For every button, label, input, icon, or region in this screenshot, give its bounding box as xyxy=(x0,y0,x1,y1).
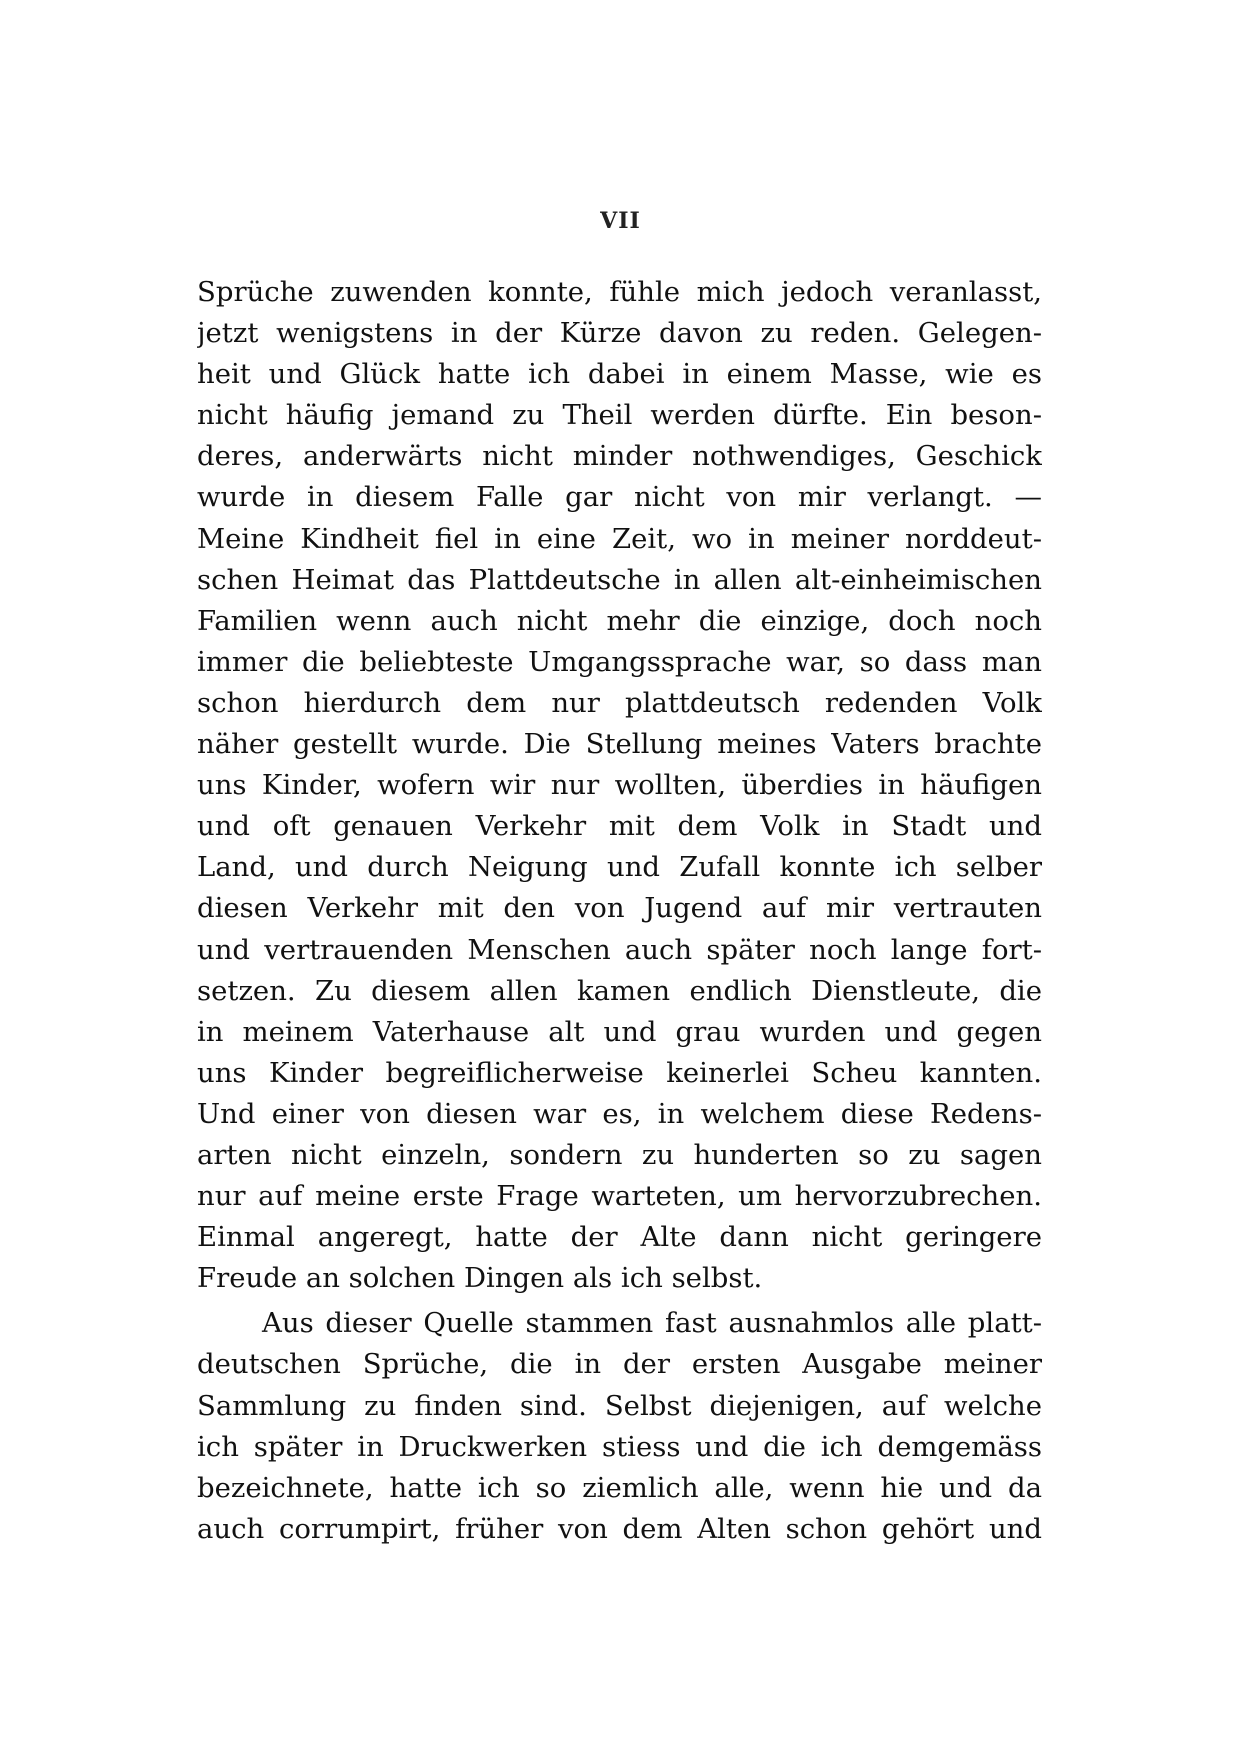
text-line: schon hierdurch dem nur plattdeutsch redenden Volk xyxy=(197,686,1042,719)
text-line: bezeichnete, hatte ich so ziemlich alle, wenn hie und da xyxy=(197,1471,1042,1504)
text-line: und oft genauen Verkehr mit dem Volk in Stadt und xyxy=(197,810,1042,843)
body-text xyxy=(197,272,1042,1550)
text-line: Sammlung zu finden sind. Selbst diejenigen, auf welche xyxy=(197,1389,1042,1422)
text-line: ich später in Druckwerken stiess und die ich demgemäss xyxy=(197,1430,1042,1463)
text-line: und vertrauenden Menschen auch später noch lange fort- xyxy=(197,933,1042,966)
text-line: Aus dieser Quelle stammen fast ausnahmlos alle platt- xyxy=(262,1307,1042,1340)
text-line: wurde in diesem Falle gar nicht von mir verlangt. — xyxy=(197,481,1042,514)
text-line: deutschen Sprüche, die in der ersten Ausgabe meiner xyxy=(197,1348,1042,1381)
page-number: VII xyxy=(600,208,641,234)
text-line: jetzt wenigstens in der Kürze davon zu reden. Gelegen- xyxy=(197,317,1042,350)
text-line: uns Kinder, wofern wir nur wollten, überdies in häufigen xyxy=(197,769,1042,802)
text-line: Meine Kindheit fiel in eine Zeit, wo in meiner norddeut- xyxy=(197,522,1042,555)
text-line: nur auf meine erste Frage warteten, um hervorzubrechen. xyxy=(197,1180,1042,1213)
text-line: Einmal angeregt, hatte der Alte dann nicht geringere xyxy=(197,1221,1042,1254)
text-line: schen Heimat das Plattdeutsche in allen alt-einheimischen xyxy=(197,563,1042,596)
text-line: arten nicht einzeln, sondern zu hunderten so zu sagen xyxy=(197,1138,1042,1171)
text-line: heit und Glück hatte ich dabei in einem Masse, wie es xyxy=(197,358,1042,391)
text-line: näher gestellt wurde. Die Stellung meines Vaters brachte xyxy=(197,728,1042,761)
text-line: immer die beliebteste Umgangssprache war, so dass man xyxy=(197,645,1042,678)
text-line: Sprüche zuwenden konnte, fühle mich jedoch veranlasst, xyxy=(197,276,1042,308)
text-line: deres, anderwärts nicht minder nothwendiges, Geschick xyxy=(197,440,1042,473)
text-line: Und einer von diesen war es, in welchem diese Redens- xyxy=(197,1097,1042,1130)
text-line: Freude an solchen Dingen als ich selbst. xyxy=(197,1262,763,1295)
text-line: Land, und durch Neigung und Zufall konnte ich selber xyxy=(197,851,1042,884)
text-line: in meinem Vaterhause alt und grau wurden und gegen xyxy=(197,1015,1042,1048)
text-line: auch corrumpirt, früher von dem Alten schon gehört und xyxy=(197,1512,1042,1545)
text-line: uns Kinder begreiflicherweise keinerlei Scheu kannten. xyxy=(197,1056,1042,1089)
text-line: setzen. Zu diesem allen kamen endlich Dienstleute, die xyxy=(197,974,1042,1007)
text-line: Familien wenn auch nicht mehr die einzige, doch noch xyxy=(197,604,1042,637)
text-line: nicht häufig jemand zu Theil werden dürfte. Ein beson- xyxy=(197,399,1042,432)
text-line: diesen Verkehr mit den von Jugend auf mir vertrauten xyxy=(197,892,1042,925)
